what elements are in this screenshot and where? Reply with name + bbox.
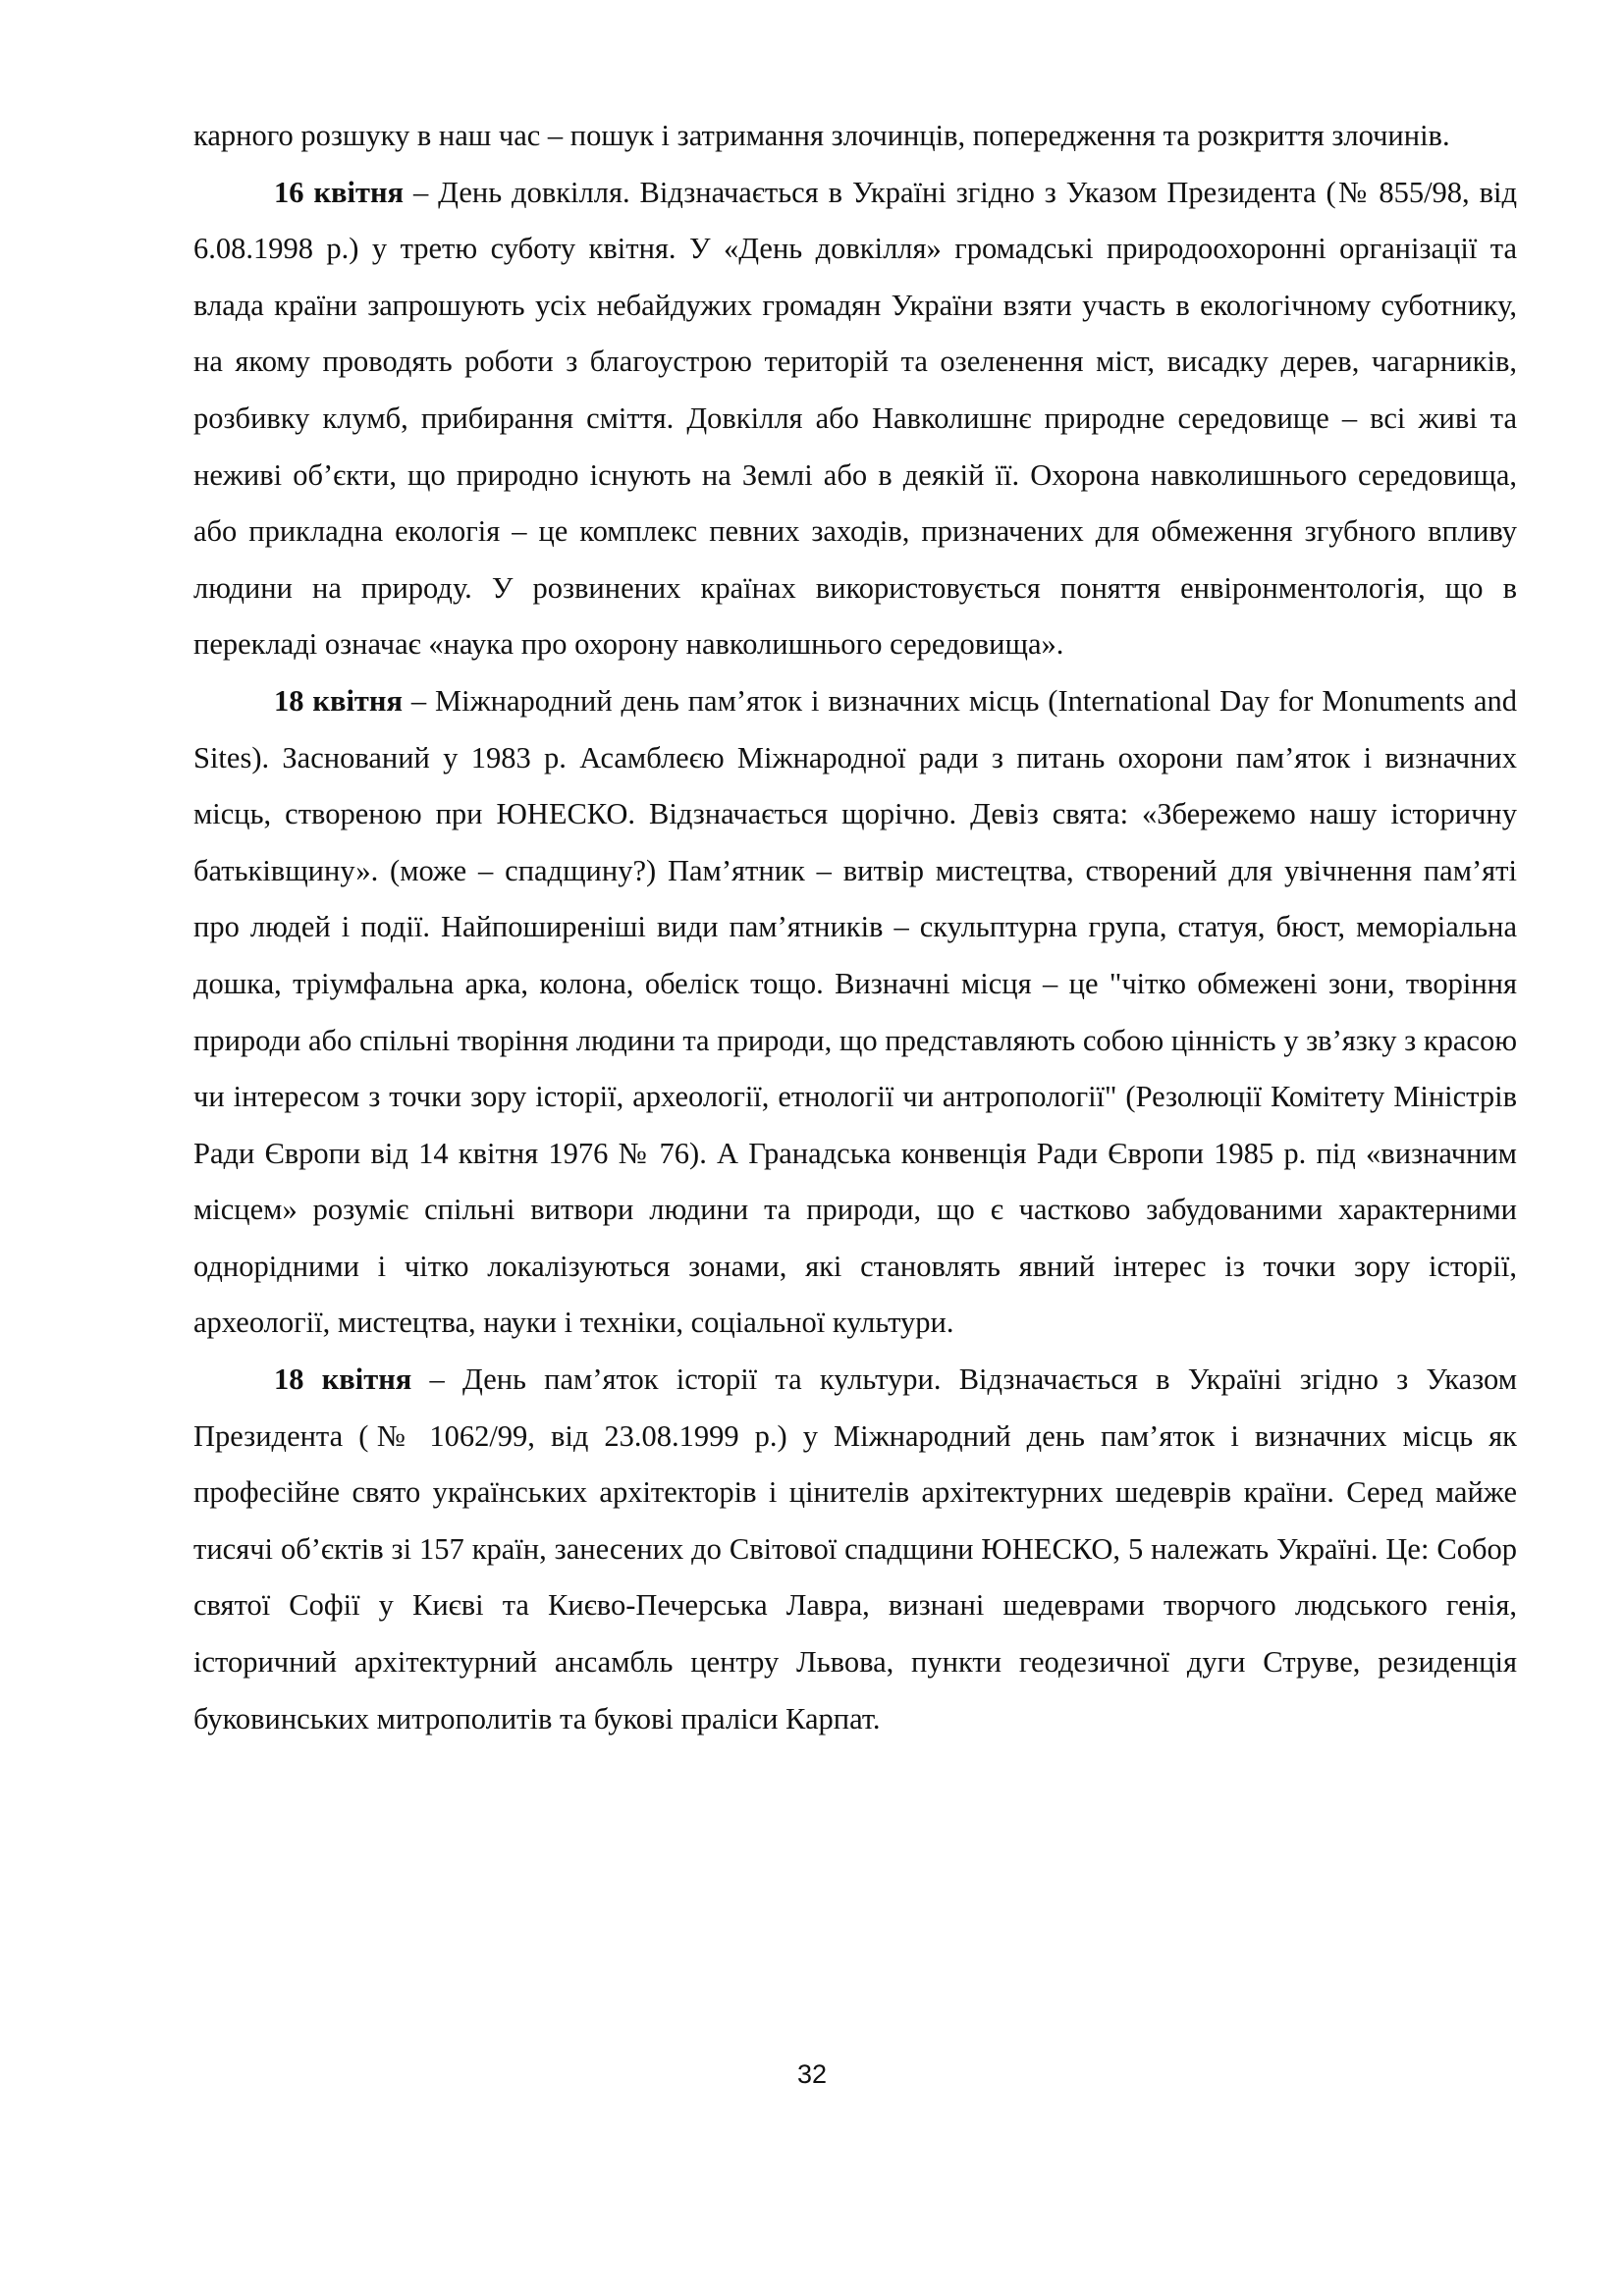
paragraph-text: – Міжнародний день пам’яток і визначних місць (International Day for Monuments and Sites). Заснований у 1983 р. Асамблеєю Міжнародної ради з питань охорони пам’яток і визначних місць, створеною при ЮНЕСКО. Відзначається щорічно. Девіз свята: «Збережемо нашу історичну батьківщину». (може – спадщину?) Пам’ятник – витвір мистецтва, створений для увічнення пам’яті про людей і події. Найпоширеніші види пам’ятників – скульптурна група, статуя, бюст, меморіальна дошка, тріумфальна арка, колона, обеліск тощо. Визначні місця – це "чітко обмежені зони, творіння природи або спільні творіння людини та природи, що представляють собою цінність у зв’язку з красою чи інтересом з точки зору історії, археології, етнології чи антропології" (Резолюції Комітету Міністрів Ради Європи від 14 квітня 1976 № 76). А Гранадська конвенція Ради Європи 1985 р. під «визначним місцем» розуміє спільні витвори людини та природи, що є частково забудованими характерними однорідними і чітко локалізуються зонами, які становлять явний інтерес із точки зору історії, археології, мистецтва, науки і техніки, соціальної культури.	[193, 683, 1517, 1340]
paragraph-date: 16 квітня	[274, 175, 405, 209]
paragraph-date: 18 квітня	[274, 1362, 412, 1397]
paragraph-continuation	[193, 108, 1517, 165]
paragraph-text: – День довкілля. Відзначається в Україні згідно з Указом Президента (№ 855/98, від 6.08.1998 р.) у третю суботу квітня. У «День довкілля» громадські природоохоронні організації та влада країни запрошують усіх небайдужих громадян України взяти участь в екологічному суботнику, на якому проводять роботи з благоустрою територій та озеленення міст, висадку дерев, чагарників, розбивку клумб, прибирання сміття. Довкілля або Навколишнє природне середовище – всі живі та неживі об’єкти, що природно існують на Землі або в деякій її. Охорона навколишнього середовища, або прикладна екологія – це комплекс певних заходів, призначених для обмеження згубного впливу людини на природу. У розвинених країнах використовується поняття енвіронментологія, що в перекладі означає «наука про охорону навколишнього середовища».	[193, 175, 1517, 662]
paragraph-environment-day	[193, 165, 1517, 673]
paragraph-text: карного розшуку в наш час – пошук і затримання злочинців, попередження та розкриття злочинів.	[193, 119, 1450, 152]
page-number: 32	[796, 2059, 828, 2089]
paragraph-monuments-day	[193, 673, 1517, 1352]
paragraph-text: – День пам’яток історії та культури. Відзначається в Україні згідно з Указом Президента (№ 1062/99, від 23.08.1999 р.) у Міжнародний день пам’яток і визначних місць як професійне свято українських архітекторів і цінителів архітектурних шедеврів країни. Серед майже тисячі об’єктів зі 157 країн, занесених до Світової спадщини ЮНЕСКО, 5 належать Україні. Це: Собор святої Софії у Києві та Києво-Печерська Лавра, визнані шедеврами творчого людського генія, історичний архітектурний ансамбль центру Львова, пункти геодезичної дуги Струве, резиденція буковинських митрополитів та букові праліси Карпат.	[193, 1362, 1517, 1735]
paragraph-heritage-day	[193, 1352, 1517, 1747]
paragraph-date: 18 квітня	[274, 683, 403, 718]
page-body	[193, 108, 1517, 1747]
